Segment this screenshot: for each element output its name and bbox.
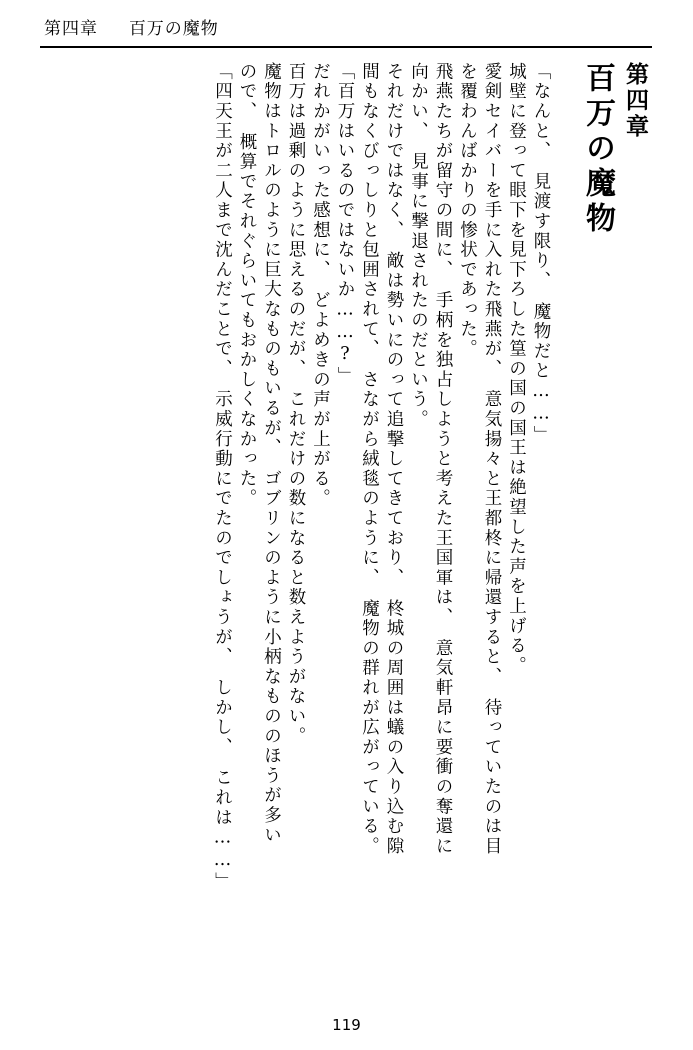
vertical-text-body bbox=[40, 62, 652, 992]
running-head-chapter-title: 百万の魔物 bbox=[128, 19, 219, 39]
text-line: ので、 概算でそれぐらいてもおかしくなかった。 bbox=[237, 62, 257, 509]
page-number: 119 bbox=[332, 1016, 361, 1034]
header-divider bbox=[40, 46, 652, 48]
text-line: 城壁に登って眼下を見下ろした篁の国の国王は絶望した声を上げる。 bbox=[506, 62, 527, 676]
text-line: 「百万はいるのではないか……?」 bbox=[335, 62, 355, 387]
text-line: それだけではなく、 敵は勢いにのって追撃してきており、 柊城の周囲は蟻の入り込む隙 bbox=[384, 62, 404, 857]
text-line: 愛剣セイバーを手に入れた飛燕が、 意気揚々と王都柊に帰還すると、 待っていたのは目 bbox=[482, 62, 502, 857]
chapter-heading-title: 百万の魔物 bbox=[580, 62, 615, 237]
text-line: 向かい、 見事に撃退されたのだという。 bbox=[408, 62, 429, 430]
text-line: を覆わんばかりの惨状であった。 bbox=[457, 62, 478, 359]
text-line: だれかがいった感想に、 どよめきの声が上がる。 bbox=[310, 62, 331, 509]
chapter-heading-number: 第四章 bbox=[622, 62, 649, 140]
text-line: 間もなくびっしりと包囲されて、 さながら絨毯のように、 魔物の群れが広がっている。 bbox=[359, 62, 380, 857]
text-line: 「四天王が二人まで沈んだことで、 示威行動にでたのでしょうが、 しかし、 これは……」 bbox=[212, 62, 233, 893]
text-line: 「なんと、 見渡す限り、 魔物だと……」 bbox=[531, 62, 551, 446]
text-line: 百万は過剰のように思えるのだが、 これだけの数になると数えようがない。 bbox=[286, 62, 306, 747]
text-line: 魔物はトロルのように巨大なものもいるが、 ゴブリンのように小柄なもののほうが多い bbox=[261, 62, 282, 846]
running-head-chapter-label: 第四章 bbox=[44, 19, 98, 39]
running-head bbox=[44, 14, 219, 39]
chapter-heading bbox=[575, 62, 652, 972]
text-line: 飛燕たちが留守の間に、 手柄を独占しようと考えた王国軍は、 意気軒昂に要衝の奪還に bbox=[433, 62, 453, 857]
